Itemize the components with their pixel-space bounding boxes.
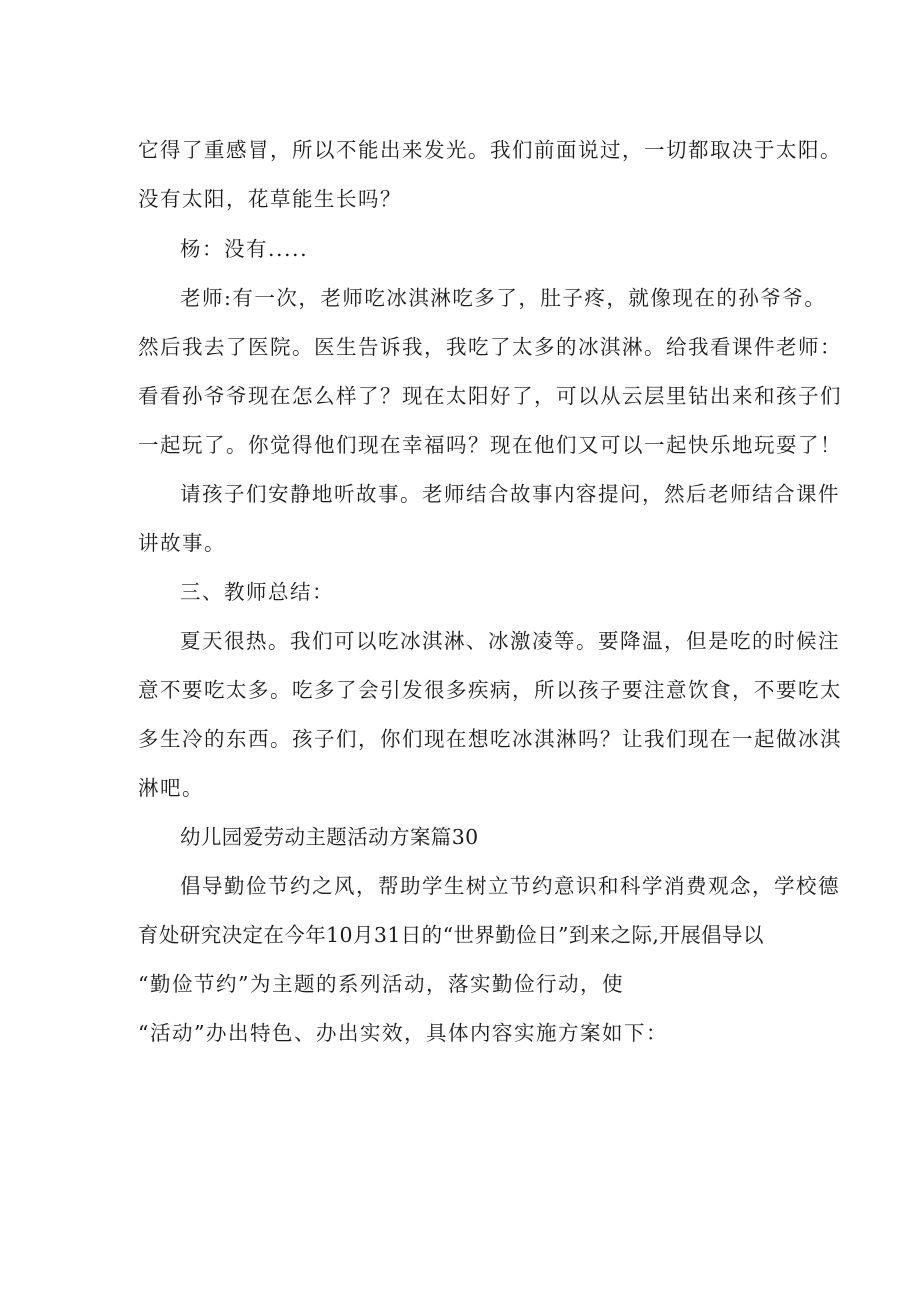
dialogue-line: 杨：没有..... (180, 237, 309, 261)
paragraph-line: 育处研究决定在今年10月31日的“世界勤俭日”到来之际,开展倡导以 (138, 923, 764, 947)
paragraph-line: “活动”办出特色、办出实效，具体内容实施方案如下： (138, 1021, 668, 1045)
paragraph-line: 老师:有一次，老师吃冰淇淋吃多了，肚子疼，就像现在的孙爷爷。 (180, 286, 827, 310)
paragraph-line: 看看孙爷爷现在怎么样了？现在太阳好了，可以从云层里钻出来和孩子们 (138, 384, 842, 408)
paragraph-line: 一起玩了。你觉得他们现在幸福吗？现在他们又可以一起快乐地玩耍了！ (138, 433, 842, 457)
article-title: 幼儿园爱劳动主题活动方案篇30 (180, 825, 479, 849)
paragraph-line: 夏天很热。我们可以吃冰淇淋、冰激凌等。要降温，但是吃的时候注 (180, 629, 840, 653)
paragraph-line: 然后我去了医院。医生告诉我，我吃了太多的冰淇淋。给我看课件老师： (138, 335, 842, 359)
paragraph-line: 没有太阳，花草能生长吗？ (138, 187, 402, 211)
section-heading: 三、教师总结： (180, 580, 334, 604)
paragraph-line: 讲故事。 (138, 531, 226, 555)
paragraph-line: 意不要吃太多。吃多了会引发很多疾病，所以孩子要注意饮食，不要吃太 (138, 678, 842, 702)
paragraph-line: 请孩子们安静地听故事。老师结合故事内容提问，然后老师结合课件 (180, 482, 840, 506)
paragraph-line: “勤俭节约”为主题的系列活动，落实勤俭行动，使 (138, 972, 624, 996)
paragraph-line: 淋吧。 (138, 776, 204, 800)
paragraph-line: 倡导勤俭节约之风，帮助学生树立节约意识和科学消费观念，学校德 (180, 874, 840, 898)
paragraph-line: 多生冷的东西。孩子们，你们现在想吃冰淇淋吗？让我们现在一起做冰淇 (138, 727, 842, 751)
paragraph-line: 它得了重感冒，所以不能出来发光。我们前面说过，一切都取决于太阳。 (138, 138, 842, 162)
